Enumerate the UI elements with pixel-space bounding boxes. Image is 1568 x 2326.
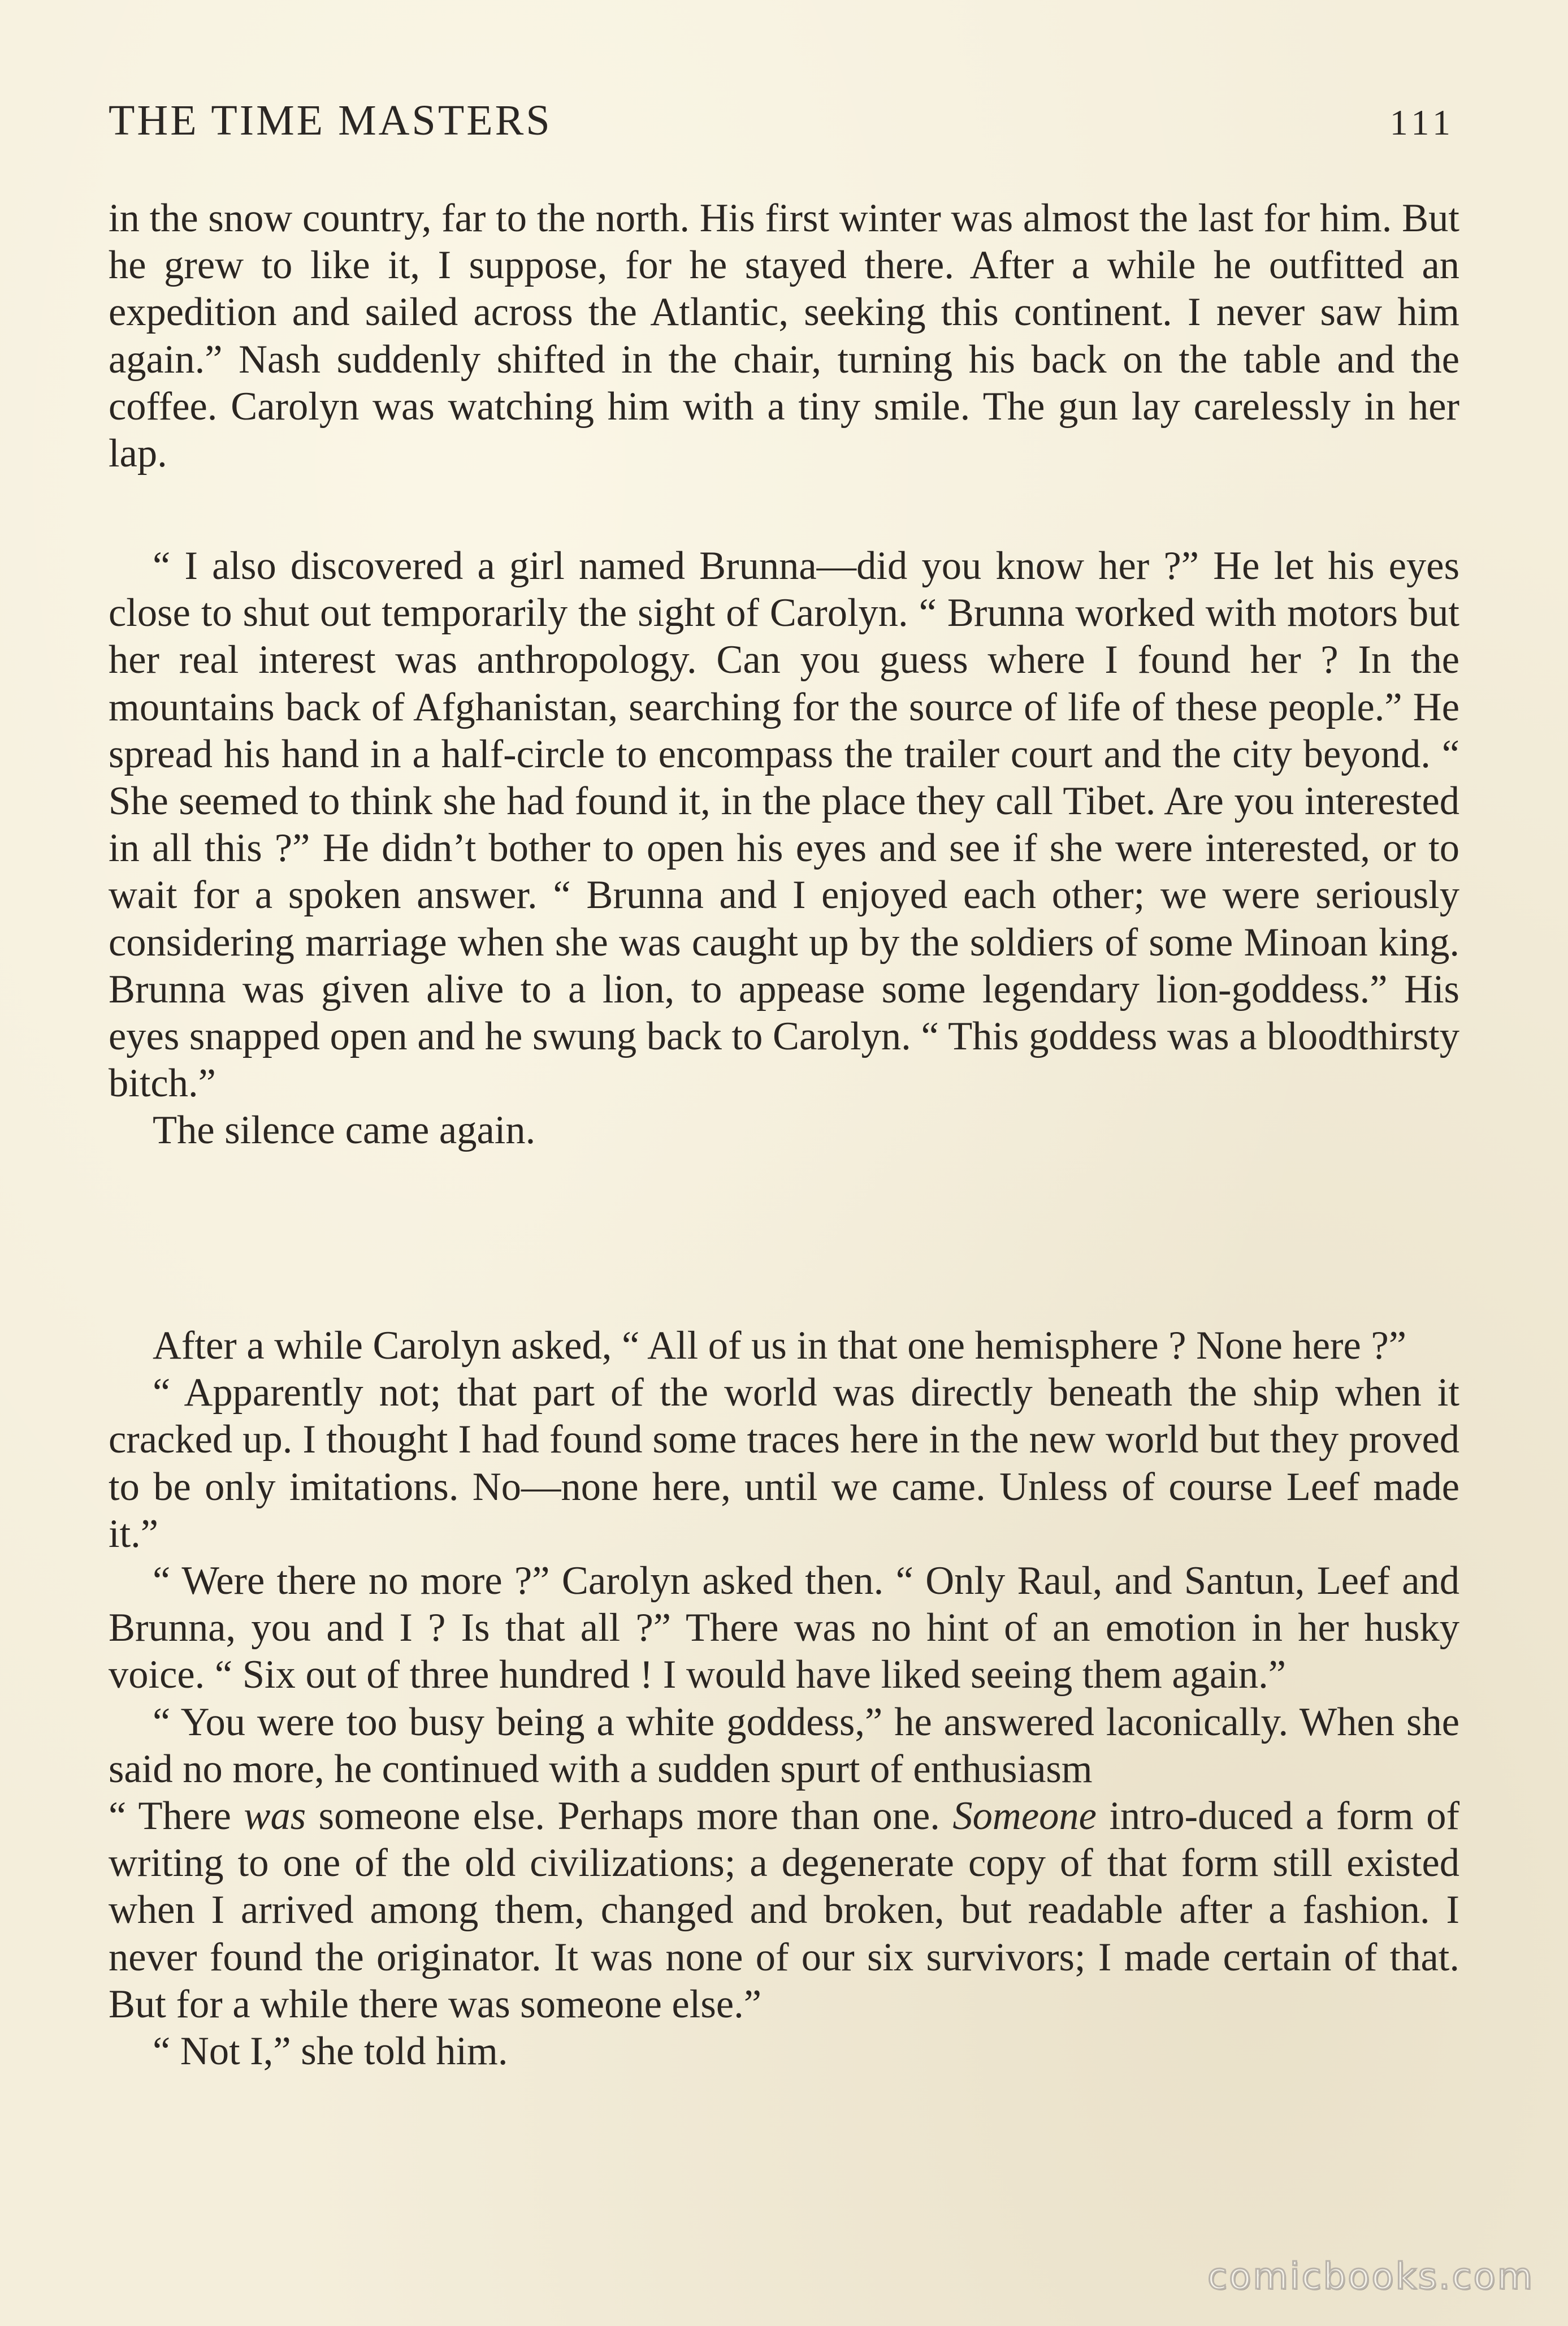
- paragraph-7: “ You were too busy being a white goddess,” he answered laconically. When she said no more, he continued with a sudden spurt of enthusiasm: [109, 1700, 1459, 1791]
- text-section-2: [109, 543, 1459, 1155]
- emphasis-someone: Someone: [952, 1794, 1097, 1839]
- emphasis-was: was: [244, 1794, 306, 1839]
- paragraph-3: The silence came again.: [153, 1108, 536, 1153]
- paragraph-8: [109, 1793, 1459, 2028]
- book-title: THE TIME MASTERS: [109, 97, 552, 144]
- text-section-1: [109, 195, 1459, 477]
- paragraph-8-part-2: someone else. Perhaps more than one.: [318, 1794, 940, 1839]
- page-number: 111: [1389, 102, 1455, 142]
- paragraph-2: “ I also discovered a girl named Brunna—did you know her ?” He let his eyes close to shut out temporarily the sight of Carolyn. “ Brunna worked with motors but her real interest was anthropology. Can you guess where I found her ? In the mountains back of Afghanistan, searching for the source of life of these people.” He spread his hand in a half-circle to encompass the trailer court and the city beyond. “ She seemed to think she had found it, in the place they call Tibet. Are you interested in all this ?” He didn’t bother to open his eyes and see if she were interested, or to wait for a spoken answer. “ Brunna and I enjoyed each other; we were seriously considering marriage when she was caught up by the soldiers of some Minoan king. Brunna was given alive to a lion, to appease some legendary lion-goddess.” His eyes snapped open and he swung back to Carolyn. “ This goddess was a bloodthirsty bitch.”: [109, 544, 1459, 1106]
- text-section-3: [109, 1322, 1459, 2075]
- paragraph-4: After a while Carolyn asked, “ All of us in that one hemisphere ? None here ?”: [153, 1324, 1407, 1368]
- paragraph-6: “ Were there no more ?” Carolyn asked then. “ Only Raul, and Santun, Leef and Brunna, you and I ? Is that all ?” There was no hint of an emotion in her husky voice. “ Six out of three hundred ! I would have liked seeing them again.”: [109, 1559, 1459, 1697]
- paragraph-8-part-3: intro-duced a form of writing to one of the old civilizations; a degenerate copy of that form still existed when I arrived among them, changed and broken, but readable after a fashion. I never found the originator. It was none of our six survivors; I made certain of that. But for a while there was someone else.”: [109, 1794, 1459, 2026]
- watermark: comicbooks.com: [1207, 2256, 1534, 2298]
- paragraph-1: in the snow country, far to the north. His first winter was almost the last for him. But he grew to like it, I suppose, for he stayed there. After a while he outfitted an expedition and sailed across the Atlantic, seeking this continent. I never saw him again.” Nash suddenly shifted in the chair, turning his back on the table and the coffee. Carolyn was watching him with a tiny smile. The gun lay carelessly in her lap.: [109, 196, 1459, 476]
- running-header: [109, 96, 1455, 153]
- paragraph-8-part-1: “ There: [109, 1794, 231, 1839]
- paragraph-9: “ Not I,” she told him.: [153, 2029, 508, 2074]
- paragraph-5: “ Apparently not; that part of the world was directly beneath the ship when it cracked up. I thought I had found some traces here in the new world but they proved to be only imitations. No—none here, until we came. Unless of course Leef made it.”: [109, 1370, 1459, 1556]
